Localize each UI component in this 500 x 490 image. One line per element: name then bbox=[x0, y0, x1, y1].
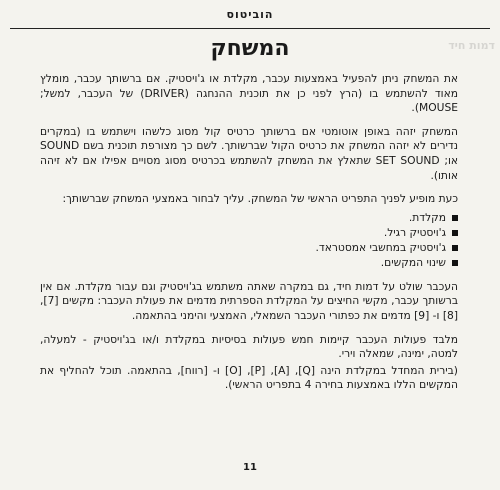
list-item-label: שינוי המקשים. bbox=[380, 255, 446, 269]
ghost-heading: דמות חיד bbox=[448, 40, 495, 52]
body-text bbox=[40, 72, 458, 402]
list-item bbox=[253, 241, 458, 256]
list-item-label: מקלדת. bbox=[408, 210, 446, 224]
square-bullet-icon bbox=[452, 245, 458, 251]
running-header: הוביטוס bbox=[226, 8, 274, 21]
paragraph-sound: המשחק יזהה באופן אוטומטי אם ברשותך כרטיס קול מסוג כלשהו וישתמש בו (במקרים נדירים לא יזהה המשחק את כרטיס הקול שברשותך. לשם כך מצורפת תוכנית בשם SOUND או; SET SOUND שתאלץ את המשחק להשתמש בכרטיס מסוג מסויים אפילו אם לא זיהה אותו). bbox=[40, 124, 458, 182]
list-item bbox=[253, 211, 458, 226]
list-item bbox=[253, 256, 458, 271]
list-item-label: ג'ויסטיק רגיל. bbox=[383, 225, 446, 239]
input-options-list bbox=[253, 211, 458, 271]
paragraph-menu: כעת מופיע לפניך התפריט הראשי של המשחק. עליך לבחור באמצעי המשחק שברשותך: bbox=[62, 192, 458, 206]
header-rule bbox=[10, 28, 490, 29]
page-number: 11 bbox=[243, 462, 257, 473]
list-item bbox=[253, 226, 458, 241]
page-title: המשחק bbox=[210, 36, 290, 61]
list-item-label: ג'ויסטיק במחשבי אמסטראד. bbox=[315, 240, 446, 254]
paragraph-actions: מלבד פעולות העכבר קיימות חמש פעולות בסיסיות במקלדת ו/או בג'ויסטיק - למעלה, למטה, ימינה, שמאלה וירי. bbox=[40, 332, 458, 361]
paragraph-default-keys: (בירית המחדל במקלדת הינה [Q], [A], [P], [O] ו- [רווח], בהתאמה. תוכל להחליף את המקשים הללו באמצעות בחירה 4 בתפריט הראשי). bbox=[40, 363, 458, 392]
square-bullet-icon bbox=[452, 260, 458, 266]
square-bullet-icon bbox=[452, 215, 458, 221]
square-bullet-icon bbox=[452, 230, 458, 236]
paragraph-mouse: העכבר שולט על דמות חיד, גם במקרה שאתה משתמש בג'ויסטיק וגם עבור מקלדת. אם אין ברשותך עכבר, מקשי החיצים על המקלדת הספרתית מדמים את פעולת העכבר: מקשים [7], [8] ו- [9] מדמים את כפתורי העכבר השמאלי, האמצעי והימני בהתאמה. bbox=[40, 279, 458, 322]
paragraph-controls: את המשחק ניתן להפעיל באמצעות עכבר, מקלדת או ג'ויסטיק. אם ברשותך עכבר, מומלץ מאוד להשתמש בו (הרץ לפני כן את תוכנית ההנחגה (DRIVER) של העכבר, למשל; MOUSE). bbox=[40, 72, 458, 115]
